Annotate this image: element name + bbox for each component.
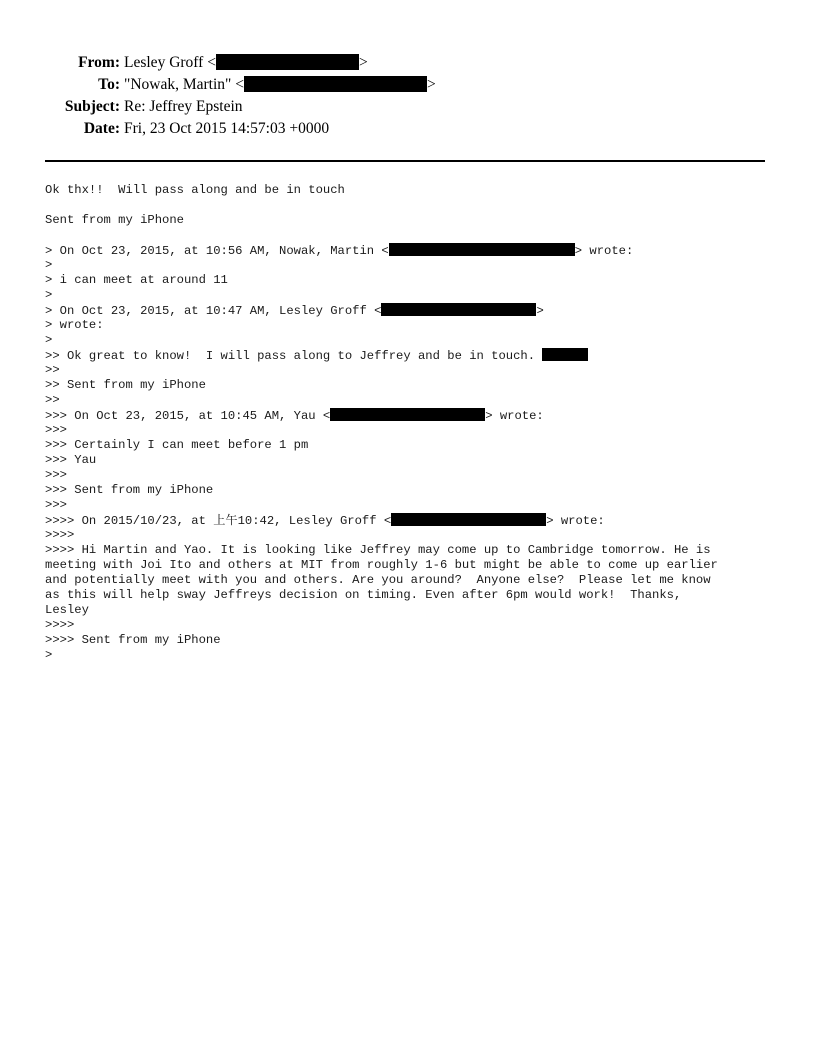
quote-header-end: > [536, 304, 544, 318]
redaction-box [389, 243, 575, 256]
body-line: >>> [45, 423, 67, 437]
body-line: > wrote: [45, 318, 104, 332]
to-label: To: [98, 76, 120, 93]
redaction-box [216, 54, 359, 70]
body-line: > [45, 288, 53, 302]
redaction-box [244, 76, 427, 92]
from-text: Lesley Groff < [124, 54, 216, 71]
body-line [45, 303, 775, 318]
quote-text: >> Ok great to know! I will pass along to Jeffrey and be in touch. [45, 349, 543, 363]
body-line: > [45, 648, 53, 662]
from-row [0, 52, 816, 74]
body-line: >>> [45, 468, 67, 482]
body-line [45, 348, 775, 363]
body-line: >>>> Hi Martin and Yao. It is looking like Jeffrey may come up to Cambridge tomorrow. He is [45, 543, 711, 557]
body-line [45, 408, 775, 423]
body-line: > [45, 333, 53, 347]
body-line: >>>> [45, 528, 75, 542]
quote-header-end: > wrote: [574, 244, 634, 258]
quote-header-text: >>> On Oct 23, 2015, at 10:45 AM, Yau < [45, 409, 331, 423]
date-row [0, 118, 816, 140]
body-line [45, 513, 775, 528]
redaction-box [542, 348, 588, 361]
body-line [45, 243, 775, 258]
body-line: > i can meet at around 11 [45, 273, 228, 287]
body-line: >>> Certainly I can meet before 1 pm [45, 438, 309, 452]
to-value [124, 74, 436, 96]
body-line: >> [45, 363, 60, 377]
header-divider [45, 160, 765, 162]
body-line: >>> Sent from my iPhone [45, 483, 214, 497]
quote-header-text: >>>> On 2015/10/23, at 上午10:42, Lesley Groff < [45, 514, 392, 528]
quote-header-end: > wrote: [485, 409, 544, 423]
body-line: >>> [45, 498, 67, 512]
body-line: >>>> Sent from my iPhone [45, 633, 221, 647]
from-close: > [358, 54, 368, 71]
body-line: meeting with Joi Ito and others at MIT from roughly 1-6 but might be able to come up earlier [45, 558, 718, 572]
body-line: Ok thx!! Will pass along and be in touch [45, 183, 345, 197]
email-header [0, 52, 816, 140]
quote-header-text: > On Oct 23, 2015, at 10:47 AM, Lesley Groff < [45, 304, 382, 318]
body-line: >> [45, 393, 60, 407]
body-line: > [45, 258, 53, 272]
body-line: as this will help sway Jeffreys decision on timing. Even after 6pm would work! Thanks, [45, 588, 682, 602]
body-line: >>>> [45, 618, 75, 632]
body-line: Lesley [45, 603, 89, 617]
subject-label: Subject: [64, 98, 120, 115]
subject-value: Re: Jeffrey Epstein [124, 98, 243, 115]
quote-header-end: > wrote: [546, 514, 605, 528]
to-close: > [426, 76, 436, 93]
redaction-box [391, 513, 546, 526]
from-value [124, 52, 368, 74]
body-line: Sent from my iPhone [45, 213, 184, 227]
quote-header-text: > On Oct 23, 2015, at 10:56 AM, Nowak, Martin < [45, 244, 389, 258]
body-line: >> Sent from my iPhone [45, 378, 206, 392]
subject-row [0, 96, 816, 118]
redaction-box [330, 408, 485, 421]
to-text: "Nowak, Martin" < [124, 76, 244, 93]
body-line: and potentially meet with you and others. Are you around? Anyone else? Please let me know [45, 573, 711, 587]
date-label: Date: [83, 120, 120, 137]
from-label: From: [78, 54, 120, 71]
redaction-box [381, 303, 536, 316]
body-line: >>> Yau [45, 453, 97, 467]
to-row [0, 74, 816, 96]
email-body [45, 183, 775, 663]
date-value: Fri, 23 Oct 2015 14:57:03 +0000 [124, 120, 330, 137]
